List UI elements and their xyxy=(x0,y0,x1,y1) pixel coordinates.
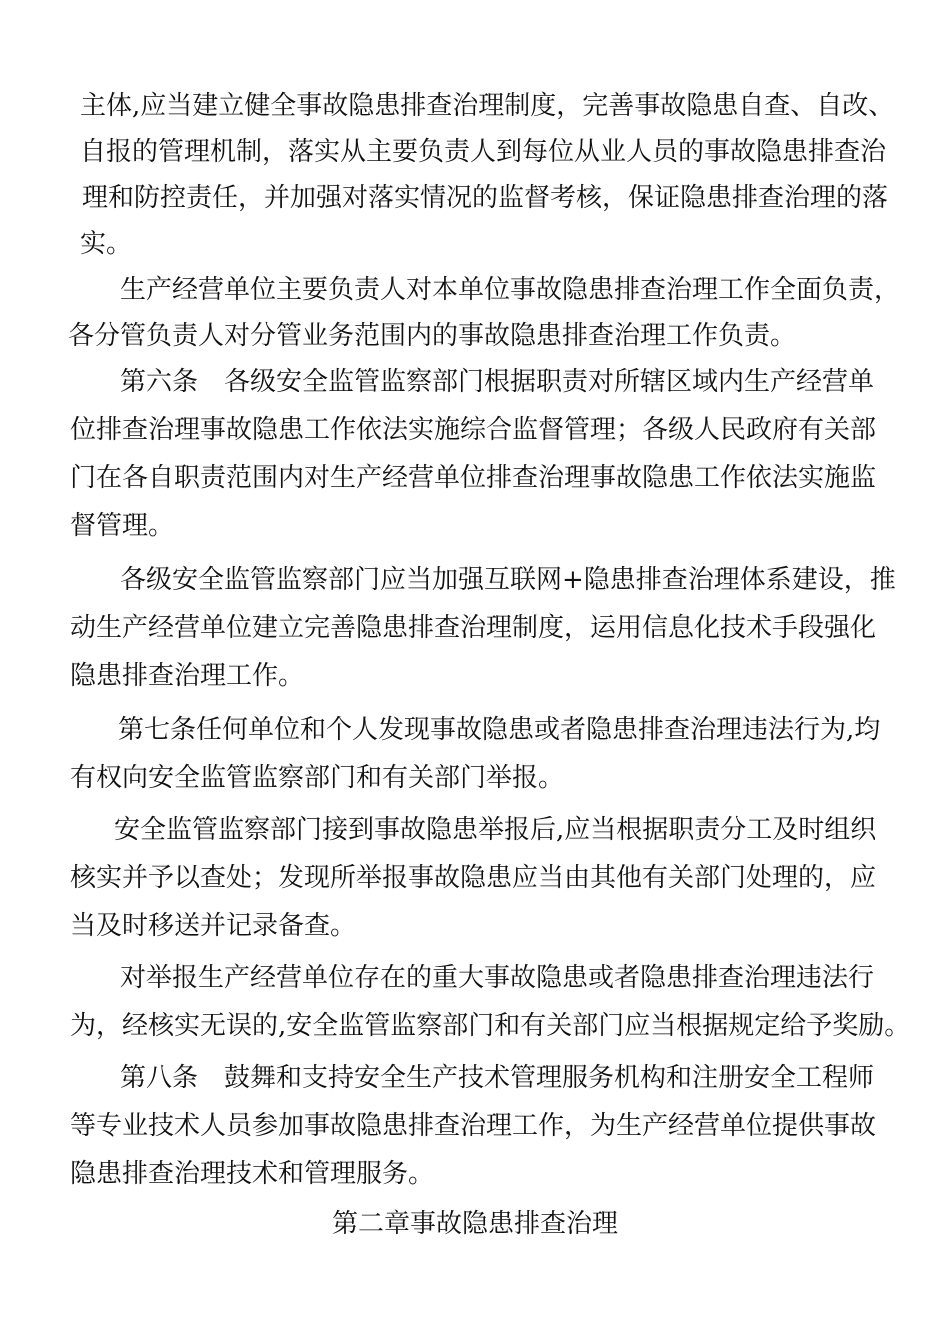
chapter-heading: 第二章事故隐患排查治理 xyxy=(331,1209,618,1239)
text-line: 有权向安全监管监察部门和有关部门举报。 xyxy=(70,763,565,793)
text-line: 动生产经营单位建立完善隐患排查治理制度，运用信息化技术手段强化 xyxy=(70,613,877,643)
text-line: 对举报生产经营单位存在的重大事故隐患或者隐患排查治理违法行 xyxy=(120,963,875,993)
text-line: 生产经营单位主要负责人对本单位事故隐患排查治理工作全面负责， xyxy=(120,275,901,305)
text-line: 各分管负责人对分管业务范围内的事故隐患排查治理工作负责。 xyxy=(68,321,797,351)
text-line: 核实并予以查处；发现所举报事故隐患应当由其他有关部门处理的，应 xyxy=(70,863,877,893)
text-line: 安全监管监察部门接到事故隐患举报后,应当根据职责分工及时组织 xyxy=(114,815,877,845)
text-line: 门在各自职责范围内对生产经营单位排查治理事故隐患工作依法实施监 xyxy=(70,463,877,493)
text-line: 第六条 各级安全监管监察部门根据职责对所辖区域内生产经营单 xyxy=(120,367,875,397)
text-line: 自报的管理机制，落实从主要负责人到每位从业人员的事故隐患排查治 xyxy=(80,137,887,167)
text-line: 为，经核实无误的,安全监管监察部门和有关部门应当根据规定给予奖励。 xyxy=(70,1011,911,1041)
text-line: 第七条任何单位和个人发现事故隐患或者隐患排查治理违法行为,均 xyxy=(118,715,881,745)
text-line: 隐患排查治理技术和管理服务。 xyxy=(70,1159,435,1189)
text-line: 督管理。 xyxy=(70,511,175,541)
text-line: 当及时移送并记录备查。 xyxy=(70,911,357,941)
text-line: 第八条 鼓舞和支持安全生产技术管理服务机构和注册安全工程师 xyxy=(120,1063,875,1093)
text-line: 位排查治理事故隐患工作依法实施综合监督管理；各级人民政府有关部 xyxy=(70,415,877,445)
text-line: 各级安全监管监察部门应当加强互联网+隐患排查治理体系建设，推 xyxy=(120,565,896,595)
text-line: 等专业技术人员参加事故隐患排查治理工作，为生产经营单位提供事故 xyxy=(70,1111,877,1141)
text-line: 实。 xyxy=(80,229,133,259)
text-line: 隐患排查治理工作。 xyxy=(70,661,305,691)
text-line: 主体,应当建立健全事故隐患排查治理制度，完善事故隐患自查、自改、 xyxy=(80,91,895,121)
text-line: 理和防控责任，并加强对落实情况的监督考核，保证隐患排查治理的落 xyxy=(82,183,889,213)
